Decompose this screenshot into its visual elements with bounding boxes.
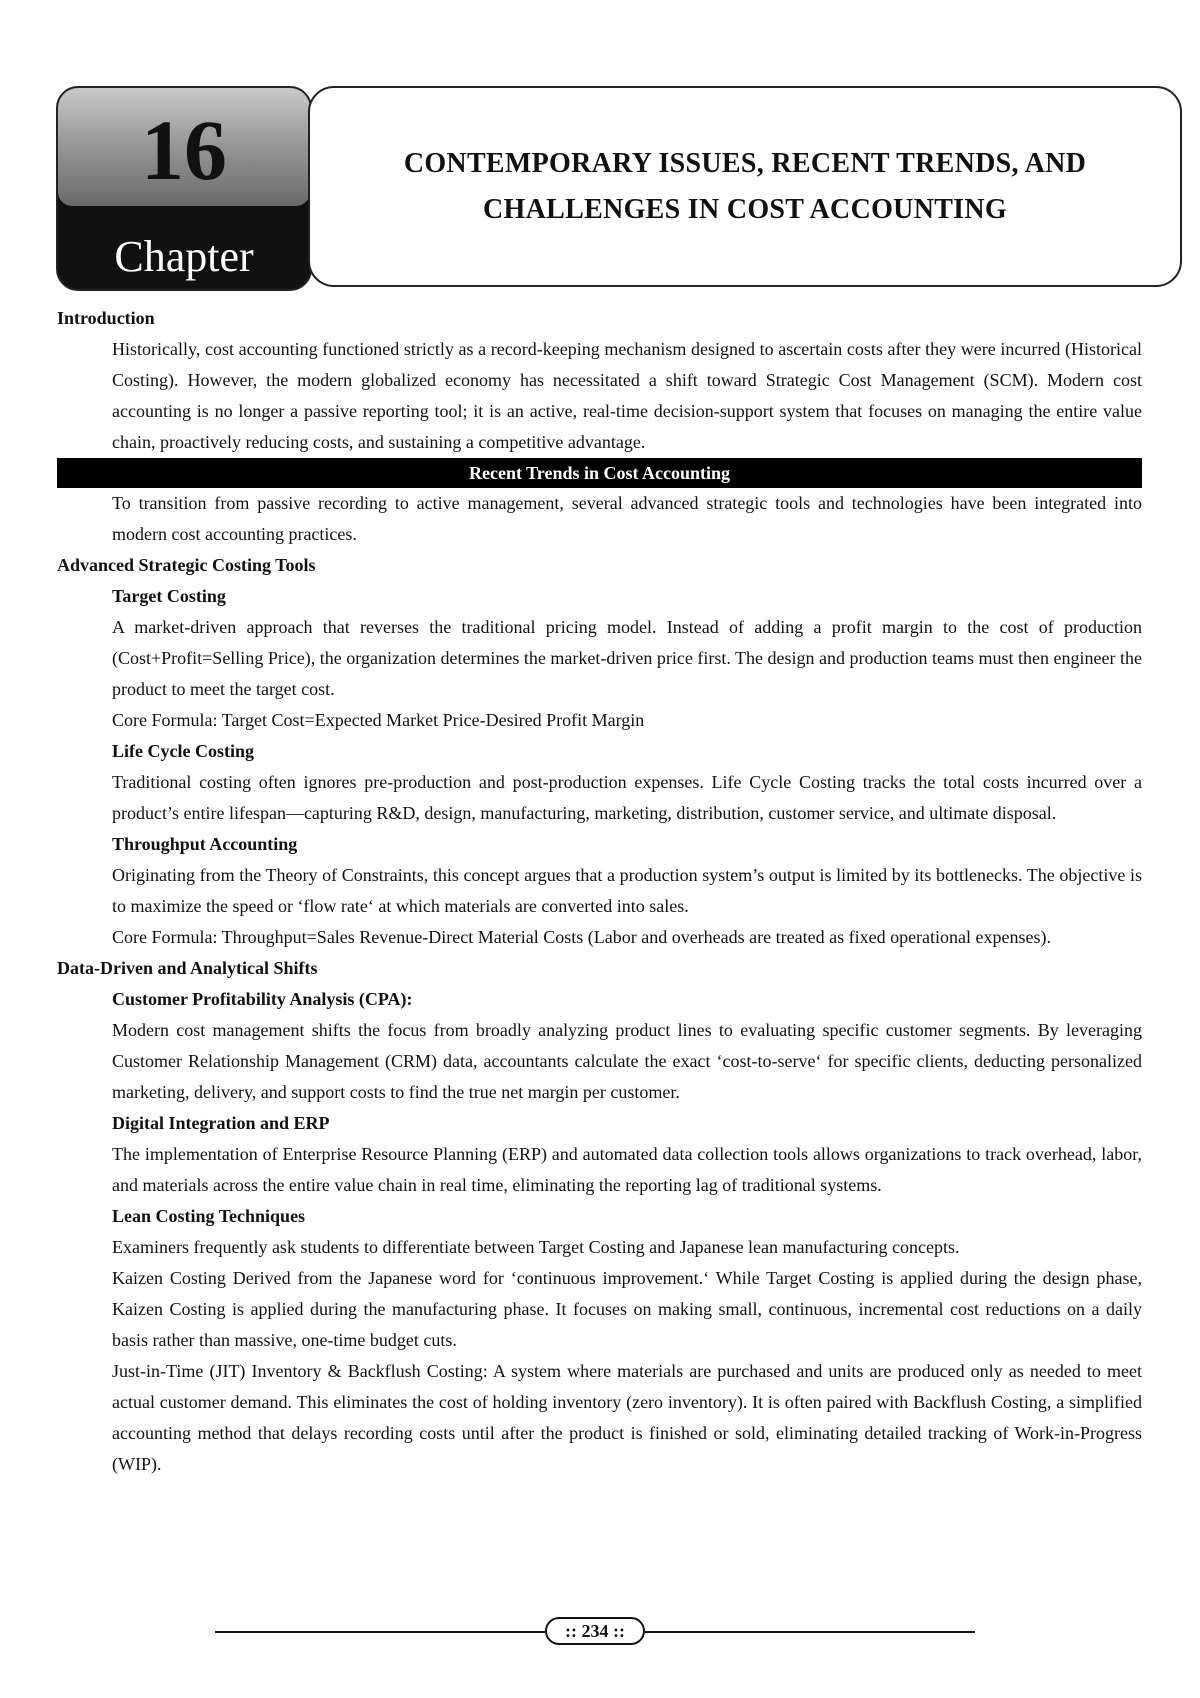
introduction-paragraph: Historically, cost accounting functioned strictly as a record-keeping mechanism designed to ascertain costs after they were incurred (Historical Costing). However, the modern globalized economy has necessitated a shift toward Strategic Cost Management (SCM). Modern cost accounting is no longer a passive reporting tool; it is an active, real-time decision-support system that focuses on managing the entire value chain, proactively reducing costs, and sustaining a competitive advantage. [112, 339, 1142, 452]
section-heading-advanced-tools: Advanced Strategic Costing Tools [57, 555, 316, 575]
page-number: :: 234 :: [545, 1617, 645, 1645]
recent-trends-paragraph: To transition from passive recording to active management, several advanced strategic tools and technologies have been integrated into modern cost accounting practices. [112, 493, 1142, 544]
chapter-title-box [308, 86, 1182, 287]
lean-costing-intro: Examiners frequently ask students to differentiate between Target Costing and Japanese lean manufacturing concepts. [112, 1237, 960, 1257]
subheading-erp: Digital Integration and ERP [112, 1113, 330, 1133]
throughput-accounting-paragraph: Originating from the Theory of Constraints, this concept argues that a production system’s output is limited by its bottlenecks. The objective is to maximize the speed or ‘flow rate‘ at which materials are converted into sales. [112, 865, 1142, 916]
footer-rule-left [215, 1631, 545, 1633]
cpa-paragraph: Modern cost management shifts the focus from broadly analyzing product lines to evaluating specific customer segments. By leveraging Customer Relationship Management (CRM) data, accountants calculate the exact ‘cost-to-serve‘ for specific clients, deducting personalized marketing, delivery, and support costs to find the true net margin per customer. [112, 1020, 1142, 1102]
target-costing-formula: Core Formula: Target Cost=Expected Market Price-Desired Profit Margin [112, 710, 645, 730]
erp-paragraph: The implementation of Enterprise Resource Planning (ERP) and automated data collection tools allows organizations to track overhead, labor, and materials across the entire value chain in real time, eliminating the reporting lag of traditional systems. [112, 1144, 1142, 1195]
footer-rule-right [645, 1631, 975, 1633]
chapter-badge [56, 86, 312, 291]
subheading-life-cycle-costing: Life Cycle Costing [112, 741, 254, 761]
chapter-label: Chapter [114, 232, 254, 281]
page-footer [215, 1617, 975, 1647]
subheading-cpa: Customer Profitability Analysis (CPA): [112, 989, 413, 1009]
chapter-number-panel [58, 88, 310, 206]
life-cycle-costing-paragraph: Traditional costing often ignores pre-production and post-production expenses. Life Cycle Costing tracks the total costs incurred over a product’s entire lifespan—capturing R&D, design, manufacturing, marketing, distribution, customer service, and ultimate disposal. [112, 772, 1142, 823]
subheading-lean-costing: Lean Costing Techniques [112, 1206, 306, 1226]
subheading-target-costing: Target Costing [112, 586, 226, 606]
section-banner-recent-trends: Recent Trends in Cost Accounting [57, 458, 1142, 488]
section-heading-data-driven: Data-Driven and Analytical Shifts [57, 958, 318, 978]
page-body [57, 303, 1142, 1480]
section-heading-introduction: Introduction [57, 308, 155, 328]
throughput-formula: Core Formula: Throughput=Sales Revenue-Direct Material Costs (Labor and overheads are treated as fixed operational expenses). [112, 927, 1052, 947]
chapter-title-line-1: CONTEMPORARY ISSUES, RECENT TRENDS, AND [403, 147, 1087, 179]
target-costing-paragraph: A market-driven approach that reverses the traditional pricing model. Instead of adding a profit margin to the cost of production (Cost+Profit=Selling Price), the organization determines the market-driven price first. The design and production teams must then engineer the product to meet the target cost. [112, 617, 1142, 699]
chapter-title-line-2: CHALLENGES IN COST ACCOUNTING [483, 193, 1007, 225]
chapter-number: 16 [141, 102, 227, 198]
kaizen-costing-paragraph: Kaizen Costing Derived from the Japanese word for ‘continuous improvement.‘ While Target Costing is applied during the design phase, Kaizen Costing is applied during the manufacturing phase. It focuses on making small, continuous, incremental cost reductions on a daily basis rather than massive, one-time budget cuts. [112, 1268, 1142, 1350]
jit-backflush-paragraph: Just-in-Time (JIT) Inventory & Backflush Costing: A system where materials are purchased and units are produced only as needed to meet actual customer demand. This eliminates the cost of holding inventory (zero inventory). It is often paired with Backflush Costing, a simplified accounting method that delays recording costs until after the product is finished or sold, eliminating detailed tracking of Work-in-Progress (WIP). [112, 1361, 1142, 1474]
subheading-throughput-accounting: Throughput Accounting [112, 834, 298, 854]
